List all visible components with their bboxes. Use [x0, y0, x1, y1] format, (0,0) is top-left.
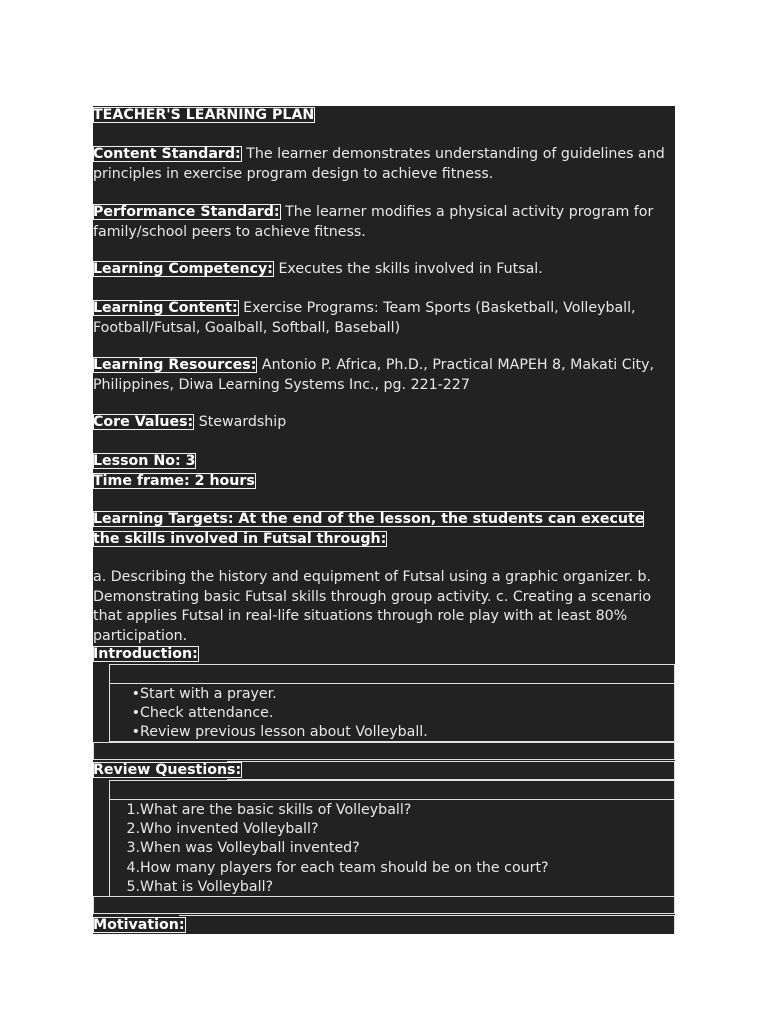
section-divider [93, 742, 675, 760]
review-question: Who invented Volleyball? [140, 821, 319, 837]
learning-targets-label: Learning Targets: At the end of the lesson, the students can execute the skills involved in Futsal through: [93, 511, 645, 547]
learning-targets-heading [93, 510, 661, 549]
list-number: 4. [126, 860, 140, 876]
introduction-item: Start with a prayer. [140, 686, 277, 702]
introduction-list [109, 683, 675, 742]
list-number: 1. [126, 802, 140, 818]
review-question: What are the basic skills of Volleyball? [140, 802, 412, 818]
performance-standard-text: The learner modifies a physical activity program for family/school peers to achieve fitness. [93, 204, 654, 240]
list-item [110, 878, 670, 897]
section-divider [93, 896, 675, 914]
list-item [110, 801, 670, 820]
list-item [110, 839, 670, 858]
list-item [110, 704, 670, 723]
learning-content-section [93, 299, 669, 338]
learning-competency-label: Learning Competency: [93, 261, 273, 277]
content-standard-text: The learner demonstrates understanding of guidelines and principles in exercise program design to achieve fitness. [93, 146, 665, 182]
learning-plan-document [93, 106, 675, 934]
performance-standard-label: Performance Standard: [93, 204, 280, 220]
learning-content-text: Exercise Programs: Team Sports (Basketball, Volleyball, Football/Futsal, Goalball, Softball, Baseball) [93, 300, 636, 336]
time-frame: Time frame: 2 hours [93, 473, 255, 489]
list-number: 3. [126, 840, 140, 856]
performance-standard-section [93, 203, 669, 242]
review-question: How many players for each team should be on the court? [140, 860, 549, 876]
learning-resources-text: Antonio P. Africa, Ph.D., Practical MAPEH 8, Makati City, Philippines, Diwa Learning Systems Inc., pg. 221-227 [93, 357, 655, 393]
learning-competency-text: Executes the skills involved in Futsal. [278, 261, 543, 277]
review-question: When was Volleyball invented? [140, 840, 360, 856]
bullet-icon: • [131, 724, 140, 740]
content-standard-section [93, 145, 669, 184]
introduction-spacer [109, 664, 675, 684]
list-number: 2. [126, 821, 140, 837]
introduction-item: Check attendance. [140, 705, 274, 721]
motivation-label: Motivation: [93, 917, 185, 933]
list-item [110, 820, 670, 839]
core-values-section [93, 413, 669, 433]
learning-content-label: Learning Content: [93, 300, 238, 316]
heading-rule [179, 915, 675, 934]
lesson-number: Lesson No: 3 [93, 453, 196, 469]
content-standard-label: Content Standard: [93, 146, 241, 162]
introduction-item: Review previous lesson about Volleyball. [140, 724, 428, 740]
learning-resources-section [93, 356, 669, 395]
list-item [110, 859, 670, 878]
list-item [110, 685, 670, 704]
review-question: What is Volleyball? [140, 879, 274, 895]
introduction-label: Introduction: [93, 646, 198, 662]
learning-competency-section [93, 260, 669, 280]
review-questions-label: Review Questions: [93, 762, 242, 778]
time-frame-line [93, 472, 669, 492]
document-title-block [93, 106, 669, 126]
list-item [110, 723, 670, 742]
heading-rule [227, 761, 675, 780]
lesson-number-line [93, 452, 669, 472]
learning-resources-label: Learning Resources: [93, 357, 257, 373]
core-values-text: Stewardship [198, 414, 287, 430]
list-number: 5. [126, 879, 140, 895]
core-values-label: Core Values: [93, 414, 194, 430]
bullet-icon: • [131, 705, 140, 721]
document-title: TEACHER'S LEARNING PLAN [93, 107, 315, 123]
introduction-heading [93, 645, 669, 665]
review-questions-spacer [109, 780, 675, 800]
bullet-icon: • [131, 686, 140, 702]
learning-targets-text: a. Describing the history and equipment of Futsal using a graphic organizer. b. Demonstrating basic Futsal skills through group activity. c. Creating a scenario that applies Futsal in real-life situations through role play with at least 80% participation. [93, 569, 651, 644]
review-questions-list [109, 799, 675, 897]
